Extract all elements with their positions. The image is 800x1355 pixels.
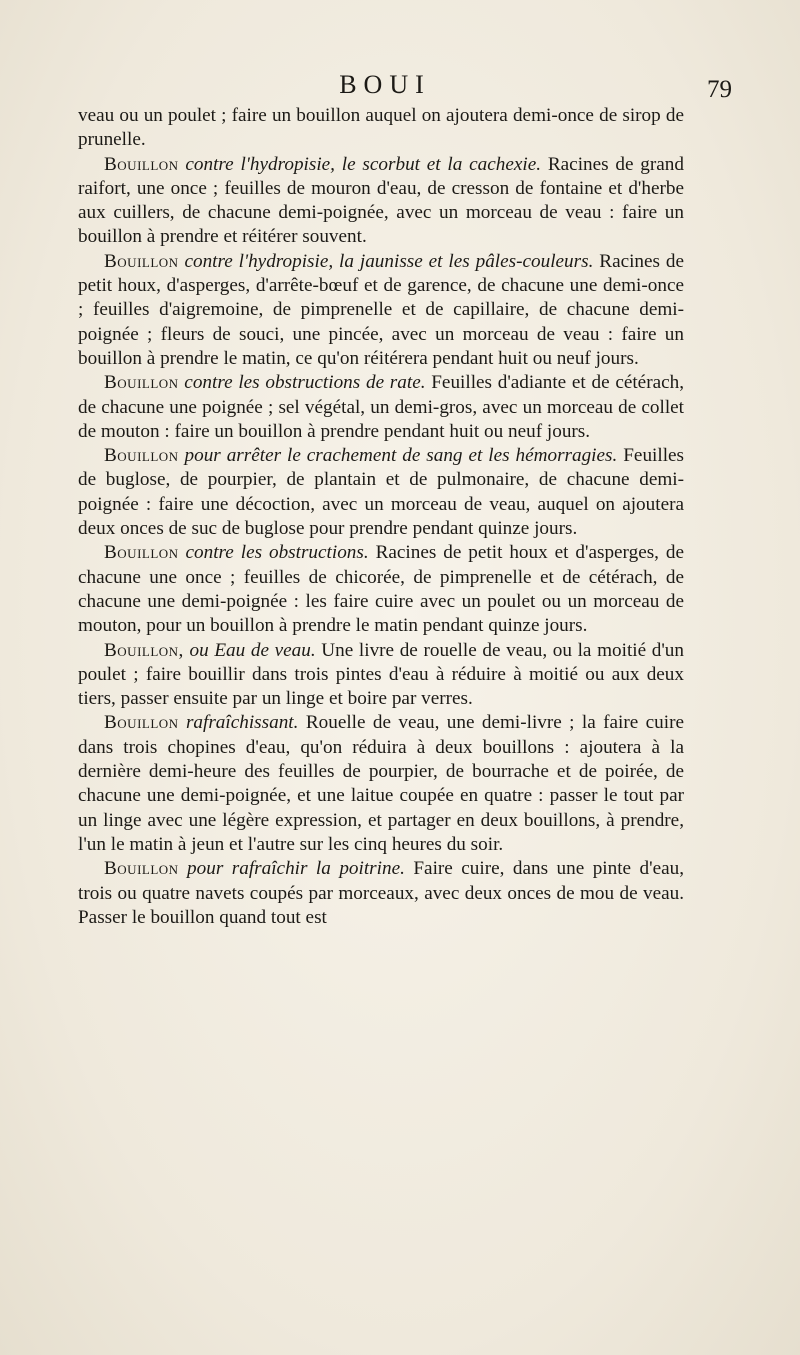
entry-title: pour arrêter le crachement de sang et les hémorragies.: [184, 445, 618, 467]
entry-paragraph: [78, 711, 684, 857]
entry-title: contre l'hydropisie, la jaunisse et les pâles-couleurs.: [184, 250, 594, 272]
entry-text: Racines de grand raifort, une once ; feuilles de mouron d'eau, de cresson de fontaine et d'herbe aux cuillers, de chacune demi-poignée, avec un morceau de veau : faire un bouillon à prendre et réitérer souvent.: [78, 153, 684, 248]
entry-text: Rouelle de veau, une demi-livre ; la faire cuire dans trois chopines d'eau, qu'on réduira à deux bouillons : ajoutera à la dernière demi-heure des feuilles de pourpier, de bourrache et de poirée, de chacune une demi-poignée, et une laitue coupée en quatre : passer le tout par un linge avec une légère expression, et partager en deux bouillons, à prendre, l'un le matin à jeun et l'autre sur les cinq heures du soir.: [78, 712, 684, 855]
body-text: [78, 104, 684, 930]
entry-lead: Bouillon: [104, 250, 179, 272]
entry-title: contre les obstructions.: [185, 542, 369, 564]
entry-lead: Bouillon: [104, 712, 179, 734]
entry-lead: Bouillon: [104, 542, 179, 564]
entry-lead: Bouillon,: [104, 639, 184, 661]
entry-paragraph: [78, 857, 684, 930]
page-header: [0, 70, 800, 106]
entry-lead: Bouillon: [104, 445, 179, 467]
entry-text: Racines de petit houx et d'asperges, de chacune une once ; feuilles de chicorée, de pimprenelle et de cétérach, de chacune une demi-poignée : les faire cuire avec un poulet ou un morceau de mouton, pour un bouillon à prendre le matin pendant quinze jours.: [78, 542, 685, 637]
entry-title: contre l'hydropisie, le scorbut et la cachexie.: [185, 153, 542, 175]
entry-text: Faire cuire, dans une pinte d'eau, trois ou quatre navets coupés par morceaux, avec deux onces de mou de veau. Passer le bouillon quand tout est: [78, 858, 685, 928]
entry-paragraph: [78, 541, 684, 638]
entry-text: Feuilles de buglose, de pourpier, de plantain et de pulmonaire, de chacune demi-poignée : faire une décoction, avec un morceau de veau, auquel on ajoutera deux onces de suc de buglose pour prendre pendant quinze jours.: [78, 445, 685, 540]
page-number: 79: [707, 76, 732, 103]
entry-paragraph: [78, 639, 684, 712]
entry-title: pour rafraîchir la poitrine.: [187, 858, 405, 880]
entry-paragraph: [78, 250, 684, 371]
entry-title: ou Eau de veau.: [189, 639, 316, 661]
entry-paragraph: [78, 444, 684, 541]
entry-paragraph: [78, 371, 684, 444]
entry-text: Racines de petit houx, d'asperges, d'arrête-bœuf et de garence, de chacune une demi-once ; feuilles d'aigremoine, de pimprenelle et de capillaire, de chacune demi-poignée ; fleurs de souci, une pincée, avec un morceau de veau : faire un bouillon à prendre le matin, ce qu'on réitérera pendant huit ou neuf jours.: [78, 250, 685, 369]
continuation-paragraph: veau ou un poulet ; faire un bouillon auquel on ajoutera demi-once de sirop de prunelle.: [78, 105, 684, 151]
running-head: BOUI: [339, 70, 431, 99]
entry-lead: Bouillon: [104, 858, 179, 880]
entry-title: rafraîchissant.: [185, 712, 299, 734]
entry-lead: Bouillon: [104, 372, 179, 394]
entry-lead: Bouillon: [104, 153, 179, 175]
entry-title: contre les obstructions de rate.: [184, 372, 426, 394]
entry-text: Feuilles d'adiante et de cétérach, de chacune une poignée ; sel végétal, un demi-gros, avec un morceau de collet de mouton : faire un bouillon à prendre pendant huit ou neuf jours.: [78, 372, 685, 442]
entry-text: Une livre de rouelle de veau, ou la moitié d'un poulet ; faire bouillir dans trois pintes d'eau à réduire à moitié ou aux deux tiers, passer ensuite par un linge et boire par verres.: [78, 639, 684, 710]
entry-paragraph: [78, 153, 684, 250]
